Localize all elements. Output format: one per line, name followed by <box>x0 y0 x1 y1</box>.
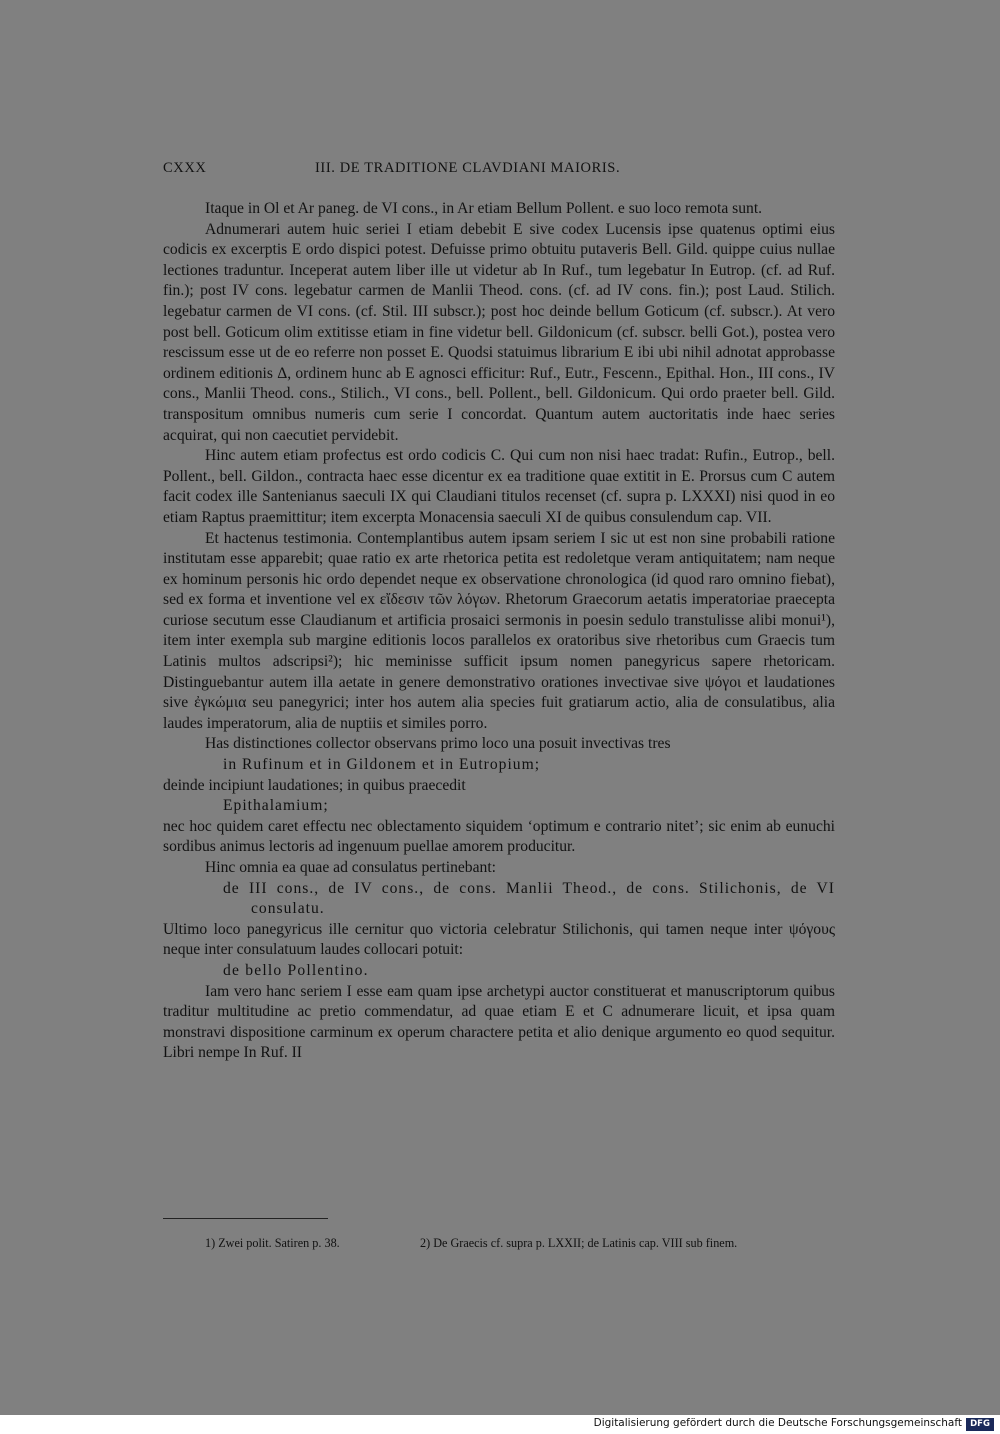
list-invectives: in Rufinum et in Gildonem et in Eutropium; <box>223 756 541 774</box>
credit-bar <box>0 1415 1000 1434</box>
footnote-2: 2) De Graecis cf. supra p. LXXII; de Latinis cap. VIII sub finem. <box>420 1236 738 1250</box>
paragraph-8: Hinc omnia ea quae ad consulatus pertinebant: <box>205 859 496 876</box>
page-number: CXXX <box>163 160 207 176</box>
paragraph-2: Adnumerari autem huic seriei I etiam debebit E sive codex Lucensis ipse quatenus optimi eius codicis ex excerptis E ordo dispici potest. Defuisse primo obtuitu putaveris Bell. Gild. quippe cuius nullae lectiones traduntur. Inceperat autem liber ille ut videtur ab In Ruf., tum legebatur In Eutrop. (cf. ad Ruf. fin.); post IV cons. legebatur carmen de Manlii Theod. cons. (cf. ad IV cons. fin.); post Laud. Stilich. legebatur carmen de VI cons. (cf. Stil. III subscr.); post hoc deinde bellum Goticum (cf. subscr.). At vero post bell. Goticum olim extitisse etiam in fine videtur bell. Gildonicum (cf. subscr. belli Got.), postea vero rescissum esse ut de eo referre non posset E. Quodsi statuimus librarium E ibi ubi nihil adnotat approbasse ordinem editionis Δ, ordinem hunc ab E agnosci efficitur: Ruf., Eutr., Fescenn., Epithal. Hon., III cons., IV cons., Manlii Theod. cons., Stilich., VI cons., bell. Pollent., bell. Gildonicum. Qui ordo praeter bell. Gild. transpositum omnibus numeris cum serie I concordat. Quantum autem auctoritatis inde haec series acquirat, qui non caecutiet pervidebit. <box>163 220 835 444</box>
paragraph-4: Et hactenus testimonia. Contemplantibus autem ipsam seriem I sic ut est non sine probabili ratione institutam esse apparebit; quae ratio ex arte rhetorica petita est redoletque veram antiquitatem; nam neque ex hominum personis hic ordo dependet neque ex observatione chronologica (id quod raro omnino fiebat), sed ex forma et inventione vel ex εἴδεσιν τῶν λόγων. Rhetorum Graecorum aetatis imperatoriae praecepta curiose secutum esse Claudianum et artificia prosaici sermonis in poesin sedulo transtulisse alibi monui¹), item inter exempla sub margine editionis locos parallelos ex oratoribus sive rhetoribus cum Graecis tum Latinis multos adscripsi²); hic meminisse sufficit ipsum nomen panegyricus sapere rhetoricam. Distinguebantur autem illa aetate in genere demonstrativo orationes invectivae sive ψόγοι et laudationes sive ἐγκώμια seu panegyrici; inter hos autem alia species fuit gratiarum actio, alia de consulatibus, alia laudes imperatorum, alia de nuptiis et similes porro. <box>163 529 835 732</box>
credit-text: Digitalisierung gefördert durch die Deutsche Forschungsgemeinschaft <box>593 1417 962 1429</box>
footnote-rule <box>163 1218 328 1219</box>
dfg-logo-icon: DFG <box>966 1418 994 1431</box>
list-consulatus: de III cons., de IV cons., de cons. Manlii Theod., de cons. Stilichonis, de VI consulatu. <box>223 879 835 918</box>
page-body <box>163 199 835 1064</box>
list-epithalamium: Epithalamium; <box>223 797 329 815</box>
paragraph-10: Iam vero hanc seriem I esse eam quam ipse archetypi auctor constituerat et manuscriptorum quibus traditur multitudine ac pretio commendatur, ad quae etiam E et C adnumerare licuit, et ipsa quam monstravi dispositione carminum ex operum charactere petita et alio denique argumento eo quod sequitur. Libri nempe In Ruf. II <box>163 982 835 1062</box>
running-title: III. DE TRADITIONE CLAVDIANI MAIORIS. <box>315 160 621 176</box>
paragraph-6: deinde incipiunt laudationes; in quibus praecedit <box>163 776 466 794</box>
paragraph-5: Has distinctiones collector observans primo loco una posuit invectivas tres <box>205 735 671 753</box>
paragraph-7: nec hoc quidem caret effectu nec oblectamento siquidem ‘optimum e contrario nitet’; sic enim ab eunuchi sordibus animus lectoris ad ingenuum puellae amorem producitur. <box>163 817 835 856</box>
paragraph-1: Itaque in Ol et Ar paneg. de VI cons., in Ar etiam Bellum Pollent. e suo loco remota sunt. <box>205 200 763 217</box>
running-header <box>163 160 835 182</box>
paragraph-3: Hinc autem etiam profectus est ordo codicis C. Qui cum non nisi haec tradat: Rufin., Eutrop., bell. Pollent., bell. Gildon., contracta haec esse dicentur ex ea traditione quae extitit in E. Prorsus cum C autem facit codex ille Santenianus saeculi IX qui Claudiani titulos recenset (cf. supra p. LXXXI) nisi quod in eo etiam Raptus praemittitur; item excerpta Monacensia saeculi XI de quibus consulendum cap. VII. <box>163 447 835 526</box>
footnote-1: 1) Zwei polit. Satiren p. 38. <box>205 1236 340 1250</box>
list-bello-pollentino: de bello Pollentino. <box>223 961 369 979</box>
paragraph-9: Ultimo loco panegyricus ille cernitur quo victoria celebratur Stilichonis, qui tamen neque inter ψόγους neque inter consulatuum laudes collocari potuit: <box>163 920 835 959</box>
